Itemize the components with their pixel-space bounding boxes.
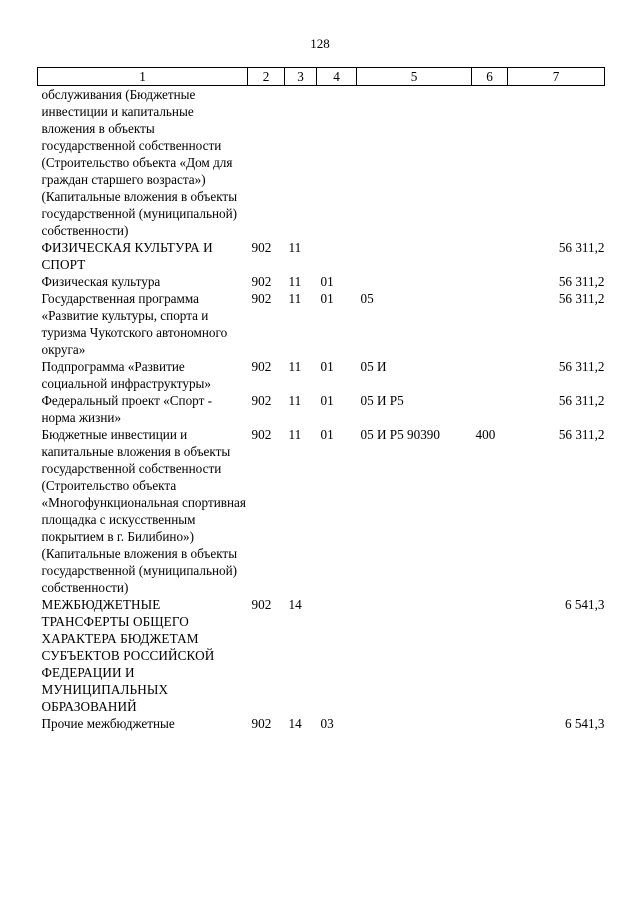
row-col-7: 56 311,2 (558, 291, 605, 306)
row-name: Федеральный проект «Спорт - норма жизни» (41, 393, 213, 425)
row-col-6 (472, 358, 508, 392)
row-col-6 (472, 715, 508, 732)
row-col-4: 01 (320, 393, 334, 408)
row-col-2: 902 (251, 240, 272, 255)
column-header-4: 4 (317, 68, 357, 86)
column-header-2: 2 (248, 68, 285, 86)
row-col-4: 01 (320, 274, 334, 289)
table-row (38, 715, 605, 732)
page-number: 128 (310, 36, 330, 51)
row-col-2: 902 (251, 291, 272, 306)
row-col-4 (317, 239, 357, 273)
row-col-5 (357, 239, 472, 273)
row-name: Прочие межбюджетные (41, 716, 175, 731)
row-name: ФИЗИЧЕСКАЯ КУЛЬТУРА И СПОРТ (41, 240, 213, 272)
row-col-2: 902 (251, 716, 272, 731)
row-col-2: 902 (251, 597, 272, 612)
row-col-2 (248, 86, 285, 240)
row-name: Подпрограмма «Развитие социальной инфраструктуры» (41, 359, 211, 391)
row-col-6 (472, 290, 508, 358)
table-row (38, 358, 605, 392)
row-col-3: 14 (288, 597, 302, 612)
row-col-3: 11 (288, 240, 302, 255)
row-col-2: 902 (251, 393, 272, 408)
row-col-3: 14 (288, 716, 302, 731)
row-col-5 (357, 596, 472, 715)
column-header-5: 5 (357, 68, 472, 86)
table-row (38, 290, 605, 358)
row-col-5: 05 И P5 90390 (360, 427, 440, 442)
column-header-row (38, 68, 605, 86)
table-row (38, 86, 605, 240)
column-header-3: 3 (285, 68, 317, 86)
column-header-6: 6 (472, 68, 508, 86)
row-col-3: 11 (288, 427, 302, 442)
row-col-7: 56 311,2 (558, 393, 605, 408)
row-col-5 (357, 715, 472, 732)
row-col-5 (357, 273, 472, 290)
row-col-4 (317, 86, 357, 240)
row-col-7: 56 311,2 (558, 359, 605, 374)
table-row (38, 239, 605, 273)
row-col-6 (472, 596, 508, 715)
row-col-3: 11 (288, 393, 302, 408)
row-col-2: 902 (251, 359, 272, 374)
row-col-4: 03 (320, 716, 334, 731)
row-col-7: 6 541,3 (564, 716, 605, 731)
row-col-5 (357, 86, 472, 240)
row-col-6 (472, 86, 508, 240)
row-col-2: 902 (251, 274, 272, 289)
row-col-2: 902 (251, 427, 272, 442)
row-col-5: 05 (360, 291, 374, 306)
row-col-6 (472, 392, 508, 426)
row-col-5: 05 И P5 (360, 393, 404, 408)
row-col-7 (508, 86, 605, 240)
table-row (38, 426, 605, 596)
row-col-7: 56 311,2 (558, 240, 605, 255)
row-name: Государственная программа «Развитие культуры, спорта и туризма Чукотского автономного округа» (41, 291, 228, 357)
row-col-7: 56 311,2 (558, 427, 605, 442)
row-col-6 (472, 273, 508, 290)
row-name: обслуживания (Бюджетные инвестиции и капитальные вложения в объекты государственной собственности (Строительство объекта «Дом для граждан старшего возраста») (Капитальные вложения в объекты государственной (муниципальной) собственности) (41, 87, 238, 238)
row-col-6: 400 (475, 427, 496, 442)
row-col-6 (472, 239, 508, 273)
row-col-3: 11 (288, 359, 302, 374)
table-row (38, 596, 605, 715)
budget-table (37, 67, 605, 732)
row-name: МЕЖБЮДЖЕТНЫЕ ТРАНСФЕРТЫ ОБЩЕГО ХАРАКТЕРА БЮДЖЕТАМ СУБЪЕКТОВ РОССИЙСКОЙ ФЕДЕРАЦИИ И МУНИЦИПАЛЬНЫХ ОБРАЗОВАНИЙ (41, 597, 215, 714)
row-name: Бюджетные инвестиции и капитальные вложения в объекты государственной собственности (Строительство объекта «Многофункциональная спортивная площадка с искусственным покрытием в г. Билибино») (Капитальные вложения в объекты государственной (муниципальной) собственности) (41, 427, 246, 595)
row-col-4: 01 (320, 291, 334, 306)
row-col-4: 01 (320, 427, 334, 442)
row-col-7: 6 541,3 (564, 597, 605, 612)
row-name: Физическая культура (41, 274, 161, 289)
row-col-4: 01 (320, 359, 334, 374)
row-col-3: 11 (288, 274, 302, 289)
column-header-7: 7 (508, 68, 605, 86)
column-header-1: 1 (38, 68, 248, 86)
row-col-7: 56 311,2 (558, 274, 605, 289)
row-col-5: 05 И (360, 359, 387, 374)
table-row (38, 273, 605, 290)
row-col-4 (317, 596, 357, 715)
row-col-3 (285, 86, 317, 240)
row-col-3: 11 (288, 291, 302, 306)
table-row (38, 392, 605, 426)
